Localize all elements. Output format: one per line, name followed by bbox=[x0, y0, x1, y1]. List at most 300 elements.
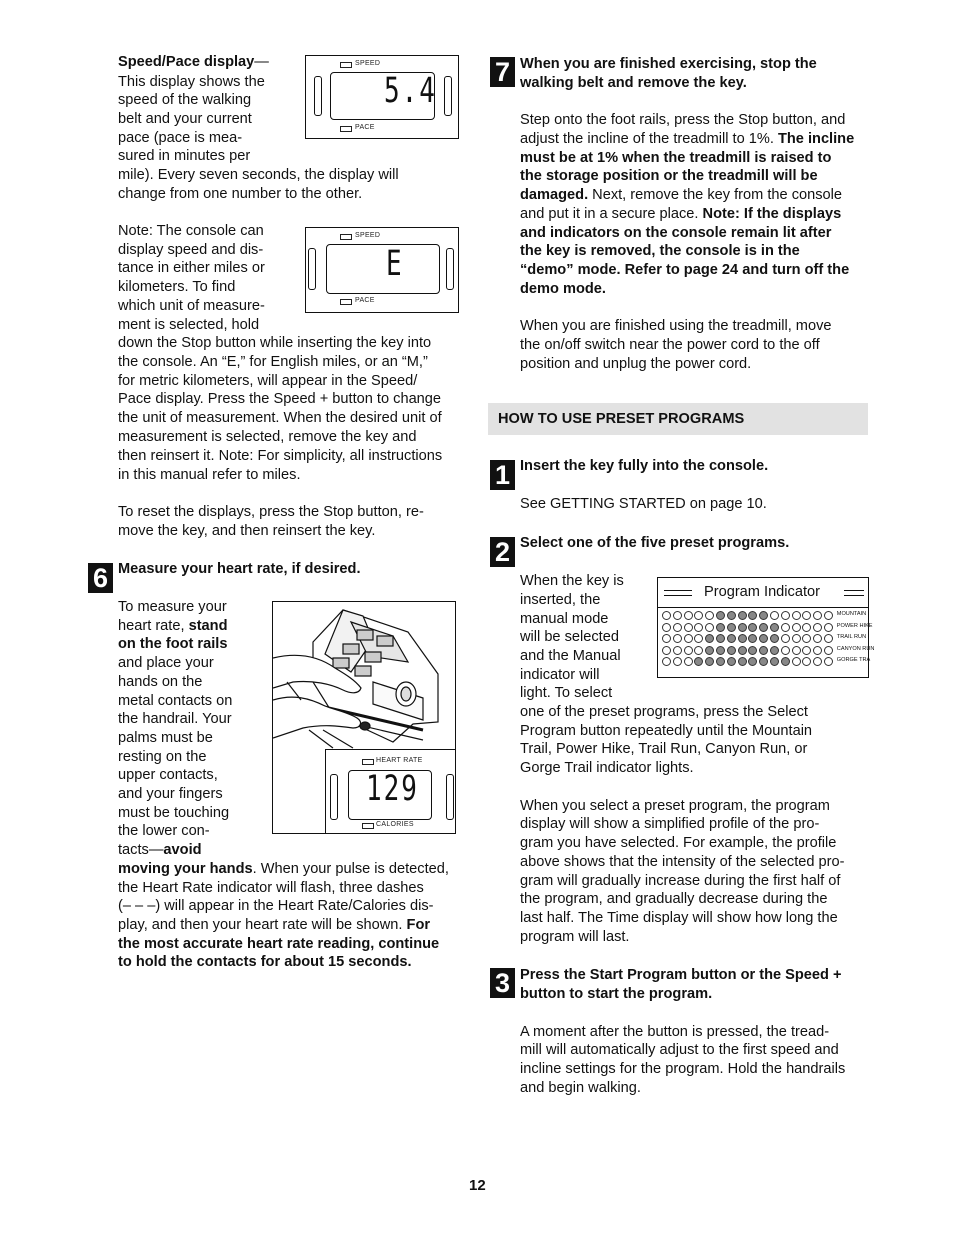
text-line-span: position and unplug the power cord. bbox=[520, 356, 752, 372]
indicator-led-lit bbox=[759, 646, 768, 655]
indicator-led-off bbox=[705, 623, 714, 632]
text-line-span: belt and your current bbox=[118, 111, 252, 127]
text-line bbox=[520, 1041, 839, 1060]
text-line bbox=[520, 130, 854, 149]
text-line bbox=[118, 316, 259, 335]
indicator-led-off bbox=[781, 623, 790, 632]
program-label: POWER HIKE bbox=[836, 622, 873, 629]
text-line-span: ment is selected, hold bbox=[118, 317, 260, 333]
text-line-span: move the key, and then reinsert the key. bbox=[118, 523, 376, 539]
text-line-span: and the Manual bbox=[520, 648, 621, 664]
text-line bbox=[520, 1023, 829, 1042]
text-line-span: and place your bbox=[118, 655, 214, 671]
indicator-led-off bbox=[802, 611, 811, 620]
indicator-led-off bbox=[662, 657, 671, 666]
step-7-number: 7 bbox=[490, 57, 515, 87]
text-line bbox=[118, 879, 424, 898]
indicator-led-lit bbox=[770, 634, 779, 643]
text-line-span: Next, remove the key from the console bbox=[588, 187, 843, 203]
text-line bbox=[118, 635, 227, 654]
program-label: MOUNTAIN bbox=[836, 611, 867, 617]
indicator-led-lit bbox=[705, 634, 714, 643]
text-line-span: For bbox=[406, 917, 431, 933]
text-line-span: tance in either miles or bbox=[118, 260, 265, 276]
text-line-span: play, and then your heart rate will be shown. bbox=[118, 917, 407, 933]
text-line-span: mill will automatically adjust to the first speed and bbox=[520, 1042, 839, 1058]
text-line bbox=[520, 872, 840, 891]
indicator-led-lit bbox=[716, 611, 725, 620]
indicator-led-off bbox=[781, 634, 790, 643]
text-line-span: pace (pace is mea- bbox=[118, 130, 243, 146]
indicator-led-off bbox=[673, 657, 682, 666]
text-line-span: damaged. bbox=[520, 187, 589, 203]
text-line bbox=[118, 372, 417, 391]
text-line bbox=[520, 759, 694, 778]
text-line bbox=[118, 860, 449, 879]
step-1-number: 1 bbox=[490, 460, 515, 490]
text-line bbox=[118, 916, 430, 935]
program-label: GORGE TRA bbox=[836, 657, 871, 663]
text-line-span: Pace display. Press the Speed + button to change bbox=[118, 391, 442, 407]
text-line-span: must be touching bbox=[118, 805, 230, 821]
step-6-heading: Measure your heart rate, if desired. bbox=[118, 561, 361, 577]
display-side-right bbox=[444, 76, 452, 116]
text-line bbox=[520, 684, 612, 703]
text-line-span: program will last. bbox=[520, 929, 630, 945]
text-line-span: which unit of measure- bbox=[118, 298, 265, 314]
text-line-span: Trail, Power Hike, Trail Run, Canyon Run, or bbox=[520, 741, 808, 757]
indicator-led-off bbox=[813, 623, 822, 632]
step-2-number: 2 bbox=[490, 537, 515, 567]
text-line bbox=[118, 222, 264, 241]
text-line-span: When the key is bbox=[520, 573, 624, 589]
indicator-led-lit bbox=[759, 634, 768, 643]
indicator-rule-right bbox=[844, 590, 864, 596]
speed-label: SPEED bbox=[355, 232, 381, 239]
text-line-span: Gorge Trail indicator lights. bbox=[520, 760, 694, 776]
text-line-span: indicator will bbox=[520, 667, 600, 683]
text-line-span: . When your pulse is detected, bbox=[252, 861, 449, 877]
text-line-span: heart rate, bbox=[118, 618, 189, 634]
indicator-led-lit bbox=[781, 657, 790, 666]
text-line-span: adjust the incline of the treadmill to 1%. bbox=[520, 131, 778, 147]
indicator-led-lit bbox=[770, 657, 779, 666]
heart-rate-led bbox=[362, 759, 374, 765]
indicator-led-off bbox=[684, 611, 693, 620]
step-1-body: See GETTING STARTED on page 10. bbox=[520, 496, 767, 512]
text-line bbox=[118, 390, 441, 409]
text-line-span: above shows that the intensity of the selected pro- bbox=[520, 854, 845, 870]
text-line-span: measurement is selected, remove the key and bbox=[118, 429, 417, 445]
text-line-span: tacts— bbox=[118, 842, 164, 858]
indicator-led-off bbox=[813, 657, 822, 666]
text-line-span: the most accurate heart rate reading, continue bbox=[118, 936, 440, 952]
text-line bbox=[118, 278, 235, 297]
speed-led bbox=[340, 234, 352, 240]
pace-led bbox=[340, 299, 352, 305]
indicator-led-off bbox=[824, 611, 833, 620]
text-line-span: on the foot rails bbox=[118, 636, 228, 652]
text-line bbox=[520, 834, 836, 853]
indicator-led-off bbox=[781, 611, 790, 620]
program-indicator-row bbox=[660, 633, 866, 644]
program-indicator-divider bbox=[658, 607, 868, 608]
indicator-led-off bbox=[673, 646, 682, 655]
indicator-led-lit bbox=[716, 634, 725, 643]
text-line-span: the storage position or the treadmill will be bbox=[520, 168, 818, 184]
indicator-led-off bbox=[824, 646, 833, 655]
indicator-led-lit bbox=[738, 611, 747, 620]
heart-rate-digits: 129 bbox=[366, 769, 419, 810]
text-line bbox=[118, 729, 213, 748]
step-7-heading-line-2: walking belt and remove the key. bbox=[520, 75, 747, 91]
text-line bbox=[118, 804, 229, 823]
text-line bbox=[520, 740, 807, 759]
indicator-led-off bbox=[694, 611, 703, 620]
indicator-led-off bbox=[813, 611, 822, 620]
indicator-led-off bbox=[662, 646, 671, 655]
text-line bbox=[118, 409, 442, 428]
text-line-span: the handrail. Your bbox=[118, 711, 232, 727]
indicator-led-off bbox=[694, 623, 703, 632]
speed-pace-title-text: Speed/Pace display bbox=[118, 54, 255, 70]
indicator-led-lit bbox=[770, 623, 779, 632]
indicator-led-lit bbox=[748, 611, 757, 620]
step-2-heading: Select one of the five preset programs. bbox=[520, 535, 790, 551]
indicator-led-off bbox=[813, 634, 822, 643]
speed-pace-title-dash: — bbox=[254, 54, 269, 70]
speed-led bbox=[340, 62, 352, 68]
text-line-span: down the Stop button while inserting the key into bbox=[118, 335, 432, 351]
text-line-span: to hold the contacts for about 15 seconds. bbox=[118, 954, 412, 970]
text-line bbox=[520, 317, 832, 336]
text-line-span: gram will gradually increase during the first half of bbox=[520, 873, 841, 889]
indicator-led-lit bbox=[727, 646, 736, 655]
text-line bbox=[520, 628, 619, 647]
calories-led bbox=[362, 823, 374, 829]
text-line-span: and put it in a secure place. bbox=[520, 206, 703, 222]
text-line bbox=[118, 259, 265, 278]
indicator-led-lit bbox=[716, 646, 725, 655]
program-label: TRAIL RUN bbox=[836, 634, 867, 640]
text-line bbox=[118, 841, 202, 860]
text-line-span: the key is removed, the console is in the bbox=[520, 243, 800, 259]
indicator-led-lit bbox=[738, 634, 747, 643]
text-line-span: When you are finished using the treadmill, move bbox=[520, 318, 832, 334]
text-line-span: The incline bbox=[777, 131, 855, 147]
indicator-led-off bbox=[813, 646, 822, 655]
text-line-span: Note: The console can bbox=[118, 223, 264, 239]
indicator-led-lit bbox=[727, 623, 736, 632]
text-line bbox=[118, 654, 214, 673]
indicator-led-lit bbox=[694, 657, 703, 666]
text-line bbox=[520, 853, 845, 872]
indicator-led-lit bbox=[727, 634, 736, 643]
display-side-right bbox=[446, 774, 454, 820]
step-3-heading-line-1: Press the Start Program button or the Speed + bbox=[520, 967, 842, 983]
indicator-led-lit bbox=[716, 623, 725, 632]
indicator-led-lit bbox=[759, 611, 768, 620]
text-line-span: avoid bbox=[163, 842, 202, 858]
text-line-span: the console. An “E,” for English miles, or an “M,” bbox=[118, 354, 428, 370]
indicator-led-off bbox=[802, 634, 811, 643]
indicator-led-lit bbox=[748, 634, 757, 643]
text-line bbox=[520, 280, 606, 299]
text-line-span: the unit of measurement. When the desired unit of bbox=[118, 410, 442, 426]
text-line bbox=[118, 503, 424, 522]
text-line bbox=[118, 447, 442, 466]
text-line bbox=[118, 466, 301, 485]
indicator-led-off bbox=[662, 611, 671, 620]
text-line bbox=[520, 666, 599, 685]
text-line bbox=[118, 428, 417, 447]
text-line-span: kilometers. To find bbox=[118, 279, 236, 295]
text-line-span: mile). Every seven seconds, the display will bbox=[118, 167, 399, 183]
indicator-led-off bbox=[673, 611, 682, 620]
indicator-led-off bbox=[792, 623, 801, 632]
display-side-left bbox=[308, 248, 316, 290]
text-line bbox=[520, 928, 629, 947]
text-line bbox=[520, 261, 849, 280]
step-1-heading: Insert the key fully into the console. bbox=[520, 458, 769, 474]
indicator-led-lit bbox=[759, 657, 768, 666]
indicator-led-lit bbox=[705, 657, 714, 666]
indicator-led-lit bbox=[727, 657, 736, 666]
indicator-led-off bbox=[824, 657, 833, 666]
text-line bbox=[520, 890, 827, 909]
text-line-span: inserted, the bbox=[520, 592, 601, 608]
text-line-span: moving your hands bbox=[118, 861, 253, 877]
text-line-span: in this manual refer to miles. bbox=[118, 467, 301, 483]
indicator-led-off bbox=[824, 623, 833, 632]
indicator-led-lit bbox=[738, 646, 747, 655]
indicator-led-lit bbox=[738, 623, 747, 632]
text-line-span: the on/off switch near the power cord to the off bbox=[520, 337, 820, 353]
text-line-span: stand bbox=[188, 618, 228, 634]
indicator-led-off bbox=[662, 623, 671, 632]
text-line-span: hands on the bbox=[118, 674, 203, 690]
indicator-led-off bbox=[673, 623, 682, 632]
text-line-span: sured in minutes per bbox=[118, 148, 251, 164]
indicator-led-lit bbox=[748, 646, 757, 655]
text-line-span: and your fingers bbox=[118, 786, 223, 802]
indicator-led-off bbox=[694, 634, 703, 643]
text-line-span: will be selected bbox=[520, 629, 619, 645]
pace-led bbox=[340, 126, 352, 132]
text-line bbox=[520, 224, 831, 243]
indicator-led-lit bbox=[738, 657, 747, 666]
text-line-span: for metric kilometers, will appear in the Speed/ bbox=[118, 373, 418, 389]
text-line-span: “demo” mode. Refer to page 24 and turn off the bbox=[520, 262, 850, 278]
section-title: HOW TO USE PRESET PROGRAMS bbox=[498, 411, 745, 427]
text-line-span: light. To select bbox=[520, 685, 613, 701]
text-line bbox=[118, 334, 431, 353]
pace-label: PACE bbox=[355, 124, 375, 131]
page-number: 12 bbox=[469, 1177, 486, 1194]
text-line-span: gram you have selected. For example, the profile bbox=[520, 835, 837, 851]
program-indicator-row bbox=[660, 656, 871, 667]
program-indicator-row bbox=[660, 622, 873, 633]
indicator-led-off bbox=[802, 623, 811, 632]
text-line-span: This display shows the bbox=[118, 74, 265, 90]
text-line bbox=[118, 897, 434, 916]
section-header-bar bbox=[488, 403, 868, 435]
step-3-heading-line-2: button to start the program. bbox=[520, 986, 713, 1002]
text-line-span: one of the preset programs, press the Select bbox=[520, 704, 808, 720]
text-line bbox=[520, 355, 751, 374]
indicator-led-off bbox=[684, 646, 693, 655]
step-7-heading-line-1: When you are finished exercising, stop the bbox=[520, 56, 817, 72]
indicator-rule-left bbox=[664, 590, 692, 596]
indicator-led-off bbox=[684, 634, 693, 643]
text-line bbox=[118, 822, 210, 841]
indicator-led-off bbox=[673, 634, 682, 643]
indicator-led-off bbox=[792, 611, 801, 620]
text-line bbox=[118, 673, 202, 692]
text-line bbox=[520, 167, 818, 186]
heart-rate-label: HEART RATE bbox=[376, 757, 423, 764]
text-line-span: metal contacts on bbox=[118, 693, 233, 709]
indicator-led-off bbox=[705, 611, 714, 620]
indicator-led-off bbox=[802, 646, 811, 655]
text-line bbox=[118, 147, 250, 166]
program-indicator-figure bbox=[657, 577, 875, 678]
text-line bbox=[520, 205, 841, 224]
text-line bbox=[118, 73, 265, 92]
speed-value-digits: 5.4 bbox=[384, 71, 437, 112]
speed-pace-title bbox=[118, 53, 269, 72]
text-line-span: manual mode bbox=[520, 611, 609, 627]
text-line bbox=[520, 242, 800, 261]
text-line bbox=[520, 591, 600, 610]
indicator-led-lit bbox=[716, 657, 725, 666]
text-line bbox=[520, 186, 842, 205]
text-line bbox=[118, 748, 206, 767]
text-line bbox=[520, 149, 831, 168]
text-line-span: A moment after the button is pressed, the tread- bbox=[520, 1024, 830, 1040]
text-line bbox=[118, 129, 242, 148]
text-line bbox=[520, 797, 830, 816]
program-label: CANYON RUN bbox=[836, 645, 875, 652]
text-line bbox=[520, 909, 838, 928]
text-line bbox=[520, 647, 621, 666]
indicator-led-lit bbox=[748, 657, 757, 666]
text-line bbox=[520, 815, 819, 834]
text-line-span: To reset the displays, press the Stop button, re- bbox=[118, 504, 424, 520]
indicator-led-off bbox=[770, 611, 779, 620]
indicator-led-off bbox=[781, 646, 790, 655]
text-line-span: and begin walking. bbox=[520, 1080, 641, 1096]
text-line bbox=[118, 91, 251, 110]
text-line bbox=[118, 692, 232, 711]
text-line bbox=[520, 703, 808, 722]
text-line-span: last half. The Time display will show how long the bbox=[520, 910, 838, 926]
text-line-span: demo mode. bbox=[520, 281, 606, 297]
text-line bbox=[520, 1060, 845, 1079]
text-line bbox=[118, 522, 375, 541]
text-line-span: display will show a simplified profile of the pro- bbox=[520, 816, 820, 832]
indicator-led-lit bbox=[727, 611, 736, 620]
text-line bbox=[520, 336, 820, 355]
speed-display-figure bbox=[305, 55, 459, 139]
text-line-span: Note: If the displays bbox=[702, 206, 842, 222]
indicator-led-off bbox=[792, 657, 801, 666]
indicator-led-lit bbox=[705, 646, 714, 655]
indicator-led-off bbox=[694, 646, 703, 655]
indicator-led-lit bbox=[770, 646, 779, 655]
pace-label: PACE bbox=[355, 297, 375, 304]
indicator-led-off bbox=[792, 634, 801, 643]
text-line-span: and indicators on the console remain lit after bbox=[520, 225, 832, 241]
text-line bbox=[118, 598, 227, 617]
display-window bbox=[326, 244, 440, 294]
display-side-right bbox=[446, 248, 454, 290]
text-line bbox=[520, 610, 608, 629]
unit-value-digit: E bbox=[386, 244, 404, 285]
text-line-span: (– – –) will appear in the Heart Rate/Calories dis- bbox=[118, 898, 434, 914]
text-line bbox=[118, 953, 412, 972]
text-line bbox=[118, 241, 263, 260]
text-line bbox=[520, 111, 845, 130]
program-indicator-row bbox=[660, 610, 866, 621]
indicator-led-off bbox=[662, 634, 671, 643]
indicator-led-off bbox=[792, 646, 801, 655]
text-line-span: upper contacts, bbox=[118, 767, 218, 783]
indicator-led-off bbox=[684, 623, 693, 632]
step-6-number: 6 bbox=[88, 563, 113, 593]
text-line-span: the lower con- bbox=[118, 823, 210, 839]
indicator-led-off bbox=[802, 657, 811, 666]
text-line-span: To measure your bbox=[118, 599, 227, 615]
text-line-span: speed of the walking bbox=[118, 92, 252, 108]
heart-rate-display-inset bbox=[325, 749, 456, 834]
text-line bbox=[118, 785, 223, 804]
speed-label: SPEED bbox=[355, 60, 381, 67]
text-line bbox=[118, 935, 439, 954]
text-line-span: Program button repeatedly until the Mountain bbox=[520, 723, 813, 739]
program-indicator-row bbox=[660, 645, 875, 656]
program-indicator-title: Program Indicator bbox=[704, 584, 820, 600]
text-line bbox=[520, 722, 812, 741]
text-line-span: change from one number to the other. bbox=[118, 186, 363, 202]
text-line-span: display speed and dis- bbox=[118, 242, 264, 258]
display-side-left bbox=[330, 774, 338, 820]
text-line bbox=[118, 617, 228, 636]
text-line-span: When you select a preset program, the program bbox=[520, 798, 830, 814]
heart-rate-figure bbox=[272, 601, 456, 834]
text-line-span: incline settings for the program. Hold the handrails bbox=[520, 1061, 846, 1077]
text-line bbox=[118, 766, 218, 785]
text-line bbox=[118, 185, 362, 204]
text-line bbox=[118, 166, 399, 185]
step-3-number: 3 bbox=[490, 968, 515, 998]
indicator-led-off bbox=[824, 634, 833, 643]
indicator-led-lit bbox=[759, 623, 768, 632]
text-line-span: palms must be bbox=[118, 730, 213, 746]
text-line-span: must be at 1% when the treadmill is raised to bbox=[520, 150, 832, 166]
text-line bbox=[118, 710, 232, 729]
text-line-span: resting on the bbox=[118, 749, 207, 765]
text-line-span: then reinsert it. Note: For simplicity, all instructions bbox=[118, 448, 443, 464]
unit-display-figure bbox=[305, 227, 459, 313]
text-line-span: Step onto the foot rails, press the Stop button, and bbox=[520, 112, 846, 128]
text-line bbox=[118, 110, 252, 129]
text-line bbox=[118, 353, 428, 372]
text-line bbox=[520, 572, 624, 591]
text-line bbox=[520, 1079, 641, 1098]
indicator-led-off bbox=[684, 657, 693, 666]
calories-label: CALORIES bbox=[376, 821, 414, 828]
